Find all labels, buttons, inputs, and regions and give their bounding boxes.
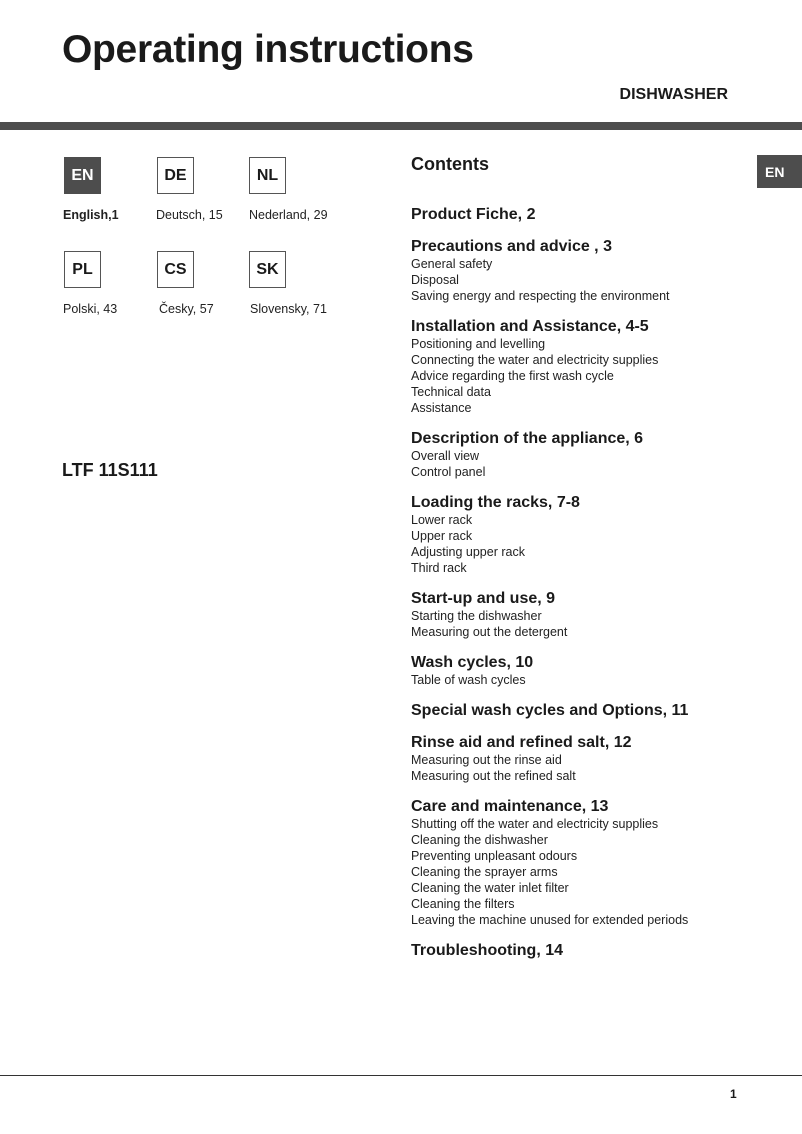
- contents-section: [411, 494, 791, 576]
- contents-section: [411, 734, 791, 784]
- product-type: DISHWASHER: [619, 86, 728, 103]
- language-code-nl: NL: [249, 157, 286, 194]
- contents-section: [411, 590, 791, 640]
- section-item: Adjusting upper rack: [411, 545, 525, 559]
- model-number: LTF 11S111: [62, 460, 158, 480]
- contents-section: [411, 654, 791, 688]
- section-item: Technical data: [411, 385, 491, 399]
- section-heading: Troubleshooting, 14: [411, 942, 564, 959]
- language-code-pl: PL: [64, 251, 101, 288]
- section-item: Control panel: [411, 465, 486, 479]
- section-item: Positioning and levelling: [411, 337, 546, 351]
- section-heading: Special wash cycles and Options, 11: [411, 702, 689, 719]
- section-heading: Start-up and use, 9: [411, 590, 556, 607]
- language-code-cs: CS: [157, 251, 194, 288]
- language-label: Deutsch, 15: [156, 208, 223, 222]
- table-of-contents: [411, 154, 791, 974]
- language-label: Nederland, 29: [249, 208, 328, 222]
- section-item: Cleaning the water inlet filter: [411, 881, 569, 895]
- section-heading: Installation and Assistance, 4-5: [411, 318, 649, 335]
- section-item: Third rack: [411, 561, 467, 575]
- section-item: Connecting the water and electricity supplies: [411, 353, 659, 367]
- language-label: Česky, 57: [159, 302, 214, 316]
- section-item: Measuring out the detergent: [411, 625, 568, 639]
- contents-section: [411, 238, 791, 304]
- section-heading: Precautions and advice , 3: [411, 238, 612, 255]
- contents-section: [411, 942, 791, 960]
- section-item: Disposal: [411, 273, 459, 287]
- section-item: Overall view: [411, 449, 480, 463]
- section-item: Shutting off the water and electricity supplies: [411, 817, 659, 831]
- section-heading: Product Fiche, 2: [411, 206, 536, 223]
- section-item: Cleaning the filters: [411, 897, 515, 911]
- section-item: Advice regarding the first wash cycle: [411, 369, 614, 383]
- section-item: Cleaning the sprayer arms: [411, 865, 558, 879]
- section-item: Assistance: [411, 401, 472, 415]
- section-item: Lower rack: [411, 513, 473, 527]
- section-item: Measuring out the refined salt: [411, 769, 576, 783]
- section-heading: Description of the appliance, 6: [411, 430, 644, 447]
- section-heading: Wash cycles, 10: [411, 654, 534, 671]
- section-heading: Loading the racks, 7-8: [411, 494, 580, 511]
- section-item: Preventing unpleasant odours: [411, 849, 578, 863]
- section-item: Starting the dishwasher: [411, 609, 542, 623]
- page-number: 1: [730, 1087, 737, 1101]
- section-item: General safety: [411, 257, 493, 271]
- section-item: Measuring out the rinse aid: [411, 753, 562, 767]
- contents-section: [411, 206, 791, 224]
- section-heading: Care and maintenance, 13: [411, 798, 609, 815]
- section-item: Cleaning the dishwasher: [411, 833, 548, 847]
- section-item: Table of wash cycles: [411, 673, 526, 687]
- contents-title: Contents: [411, 154, 489, 174]
- header-divider: [0, 122, 802, 130]
- section-heading: Rinse aid and refined salt, 12: [411, 734, 632, 751]
- contents-section: [411, 702, 791, 720]
- section-item: Upper rack: [411, 529, 473, 543]
- language-label: Slovensky, 71: [250, 302, 327, 316]
- page-title: Operating instructions: [62, 28, 474, 71]
- section-item: Saving energy and respecting the environment: [411, 289, 670, 303]
- footer-divider: [0, 1075, 802, 1076]
- language-label: Polski, 43: [63, 302, 118, 316]
- language-label: English,1: [63, 208, 119, 222]
- contents-section: [411, 798, 791, 928]
- contents-section: [411, 318, 791, 416]
- language-tab: EN: [757, 155, 802, 188]
- language-code-de: DE: [157, 157, 194, 194]
- section-item: Leaving the machine unused for extended periods: [411, 913, 689, 927]
- language-code-en: EN: [64, 157, 101, 194]
- contents-section: [411, 430, 791, 480]
- language-code-sk: SK: [249, 251, 286, 288]
